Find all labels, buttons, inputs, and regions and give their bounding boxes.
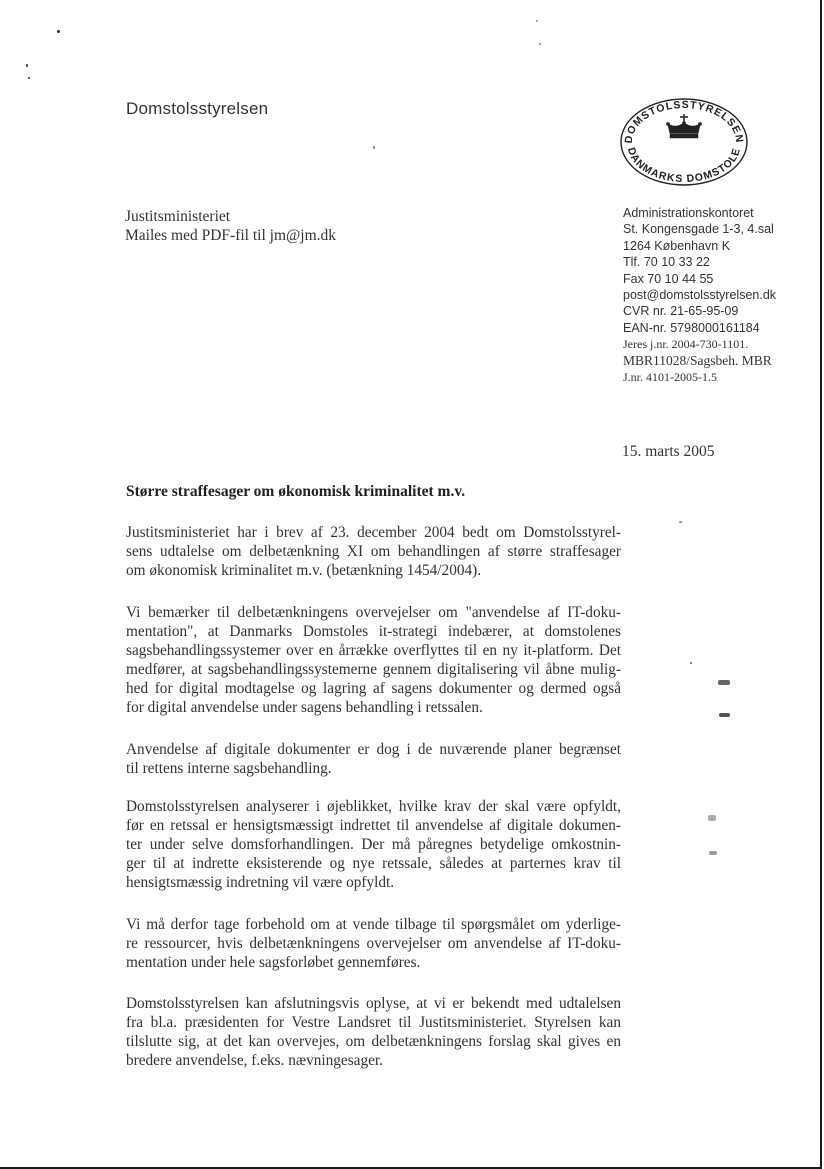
svg-text:DOMSTOLSSTYRELSEN: DOMSTOLSSTYRELSEN <box>622 98 746 144</box>
body-line: hensigtsmæssig indretning vil være opfyldt. <box>126 874 395 891</box>
svg-text:DANMARKS DOMSTOLE: DANMARKS DOMSTOLE <box>624 146 744 186</box>
scan-speck <box>57 30 60 33</box>
scan-speck <box>26 64 28 67</box>
body-line: fra bl.a. præsidenten for Vestre Landsret til Justitsministeriet. Styrelsen kan <box>126 1014 621 1031</box>
case-officer: MBR11028/Sagsbeh. MBR <box>623 352 772 368</box>
scan-speck <box>373 146 375 149</box>
sender-street: St. Kongensgade 1-3, 4.sal <box>623 222 774 237</box>
body-line: før en retssal er hensigtsmæssigt indrettet til anvendelse af digitale dokumen- <box>126 817 621 834</box>
scan-speck <box>539 43 541 45</box>
body-line: medfører, at sagsbehandlingssystemerne gennem digitalisering vil åbne mulig- <box>126 661 621 678</box>
recipient-email-line: Mailes med PDF-fil til jm@jm.dk <box>125 227 337 244</box>
body-line: Vi må derfor tage forbehold om at vende tilbage til spørgsmålet om yderlige- <box>126 916 621 933</box>
body-line: mentation under hele sagsforløbet gennemføres. <box>126 954 421 971</box>
body-paragraph-6 <box>126 994 621 1070</box>
body-line: ger til at indrette eksisterende og nye retssale, således at parternes krav til <box>126 855 621 872</box>
body-line: for digital anvendelse under sagens behandling i retssalen. <box>126 699 483 716</box>
body-line: Domstolsstyrelsen analyserer i øjeblikket, hvilke krav der skal være opfyldt, <box>126 798 621 815</box>
sender-cvr: CVR nr. 21-65-95-09 <box>623 304 739 319</box>
body-paragraph-4 <box>126 797 621 892</box>
body-paragraph-2 <box>126 603 621 717</box>
domstolsstyrelsen-seal-logo <box>618 96 750 188</box>
scan-speck <box>708 815 716 821</box>
body-line: ter under selve domsforhandlingen. Der må påregnes betydelige omkostnin- <box>126 836 621 853</box>
your-reference: Jeres j.nr. 2004-730-1101. <box>623 337 749 352</box>
sender-phone: Tlf. 70 10 33 22 <box>623 255 710 270</box>
body-paragraph-1 <box>126 523 621 580</box>
sender-ean: EAN-nr. 5798000161184 <box>623 320 760 335</box>
body-line: Domstolsstyrelsen kan afslutningsvis oplyse, at vi er bekendt med udtalelsen <box>126 995 621 1012</box>
body-line: til rettens interne sagsbehandling. <box>126 760 332 777</box>
scan-speck <box>718 680 730 685</box>
letter-subject: Større straffesager om økonomisk kriminalitet m.v. <box>126 483 466 500</box>
body-line: mentation", at Danmarks Domstoles it-strategi indebærer, at domstolenes <box>126 623 621 640</box>
body-line: Anvendelse af digitale dokumenter er dog i de nuværende planer begrænset <box>126 741 621 758</box>
body-line: sens udtalelse om delbetænkning XI om behandlingen af større straffesager <box>126 543 621 560</box>
scan-speck <box>719 713 730 717</box>
sender-fax: Fax 70 10 44 55 <box>623 271 714 286</box>
crown-icon <box>666 114 701 138</box>
recipient-line: Justitsministeriet <box>125 208 231 225</box>
body-line: tilslutte sig, at det kan overvejes, om delbetænkningens forslag skal gives en <box>126 1033 621 1050</box>
body-line: Vi bemærker til delbetænkningens overvejelser om "anvendelse af IT-doku- <box>126 604 621 621</box>
organization-name: Domstolsstyrelsen <box>126 99 269 118</box>
sender-city: 1264 København K <box>623 238 731 253</box>
body-line: om økonomisk kriminalitet m.v. (betænkning 1454/2004). <box>126 562 482 579</box>
sender-office: Administrationskontoret <box>623 206 754 220</box>
body-line: bredere anvendelse, f.eks. nævningesager. <box>126 1052 383 1069</box>
body-line: hed for digital modtagelse og lagring af sagens dokumenter og dermed også <box>126 680 621 697</box>
body-line: sagsbehandlingssystemer over en årrække overflyttes til en ny it-platform. Det <box>126 642 621 659</box>
body-line: re ressourcer, hvis delbetænkningens overvejelser om anvendelse af IT-doku- <box>126 935 621 952</box>
recipient-address <box>125 207 336 245</box>
scan-speck <box>28 77 30 79</box>
scan-speck <box>679 521 682 523</box>
body-paragraph-5 <box>126 915 621 972</box>
scan-speck <box>709 851 717 855</box>
letter-date: 15. marts 2005 <box>622 443 715 460</box>
scan-speck <box>690 662 692 664</box>
body-paragraph-3 <box>126 740 621 778</box>
sender-address-block <box>623 205 776 385</box>
journal-number: J.nr. 4101-2005-1.5 <box>623 370 717 385</box>
scan-speck <box>536 20 538 22</box>
body-line: Justitsministeriet har i brev af 23. december 2004 bedt om Domstolsstyrel- <box>126 524 621 541</box>
sender-email: post@domstolsstyrelsen.dk <box>623 288 777 303</box>
